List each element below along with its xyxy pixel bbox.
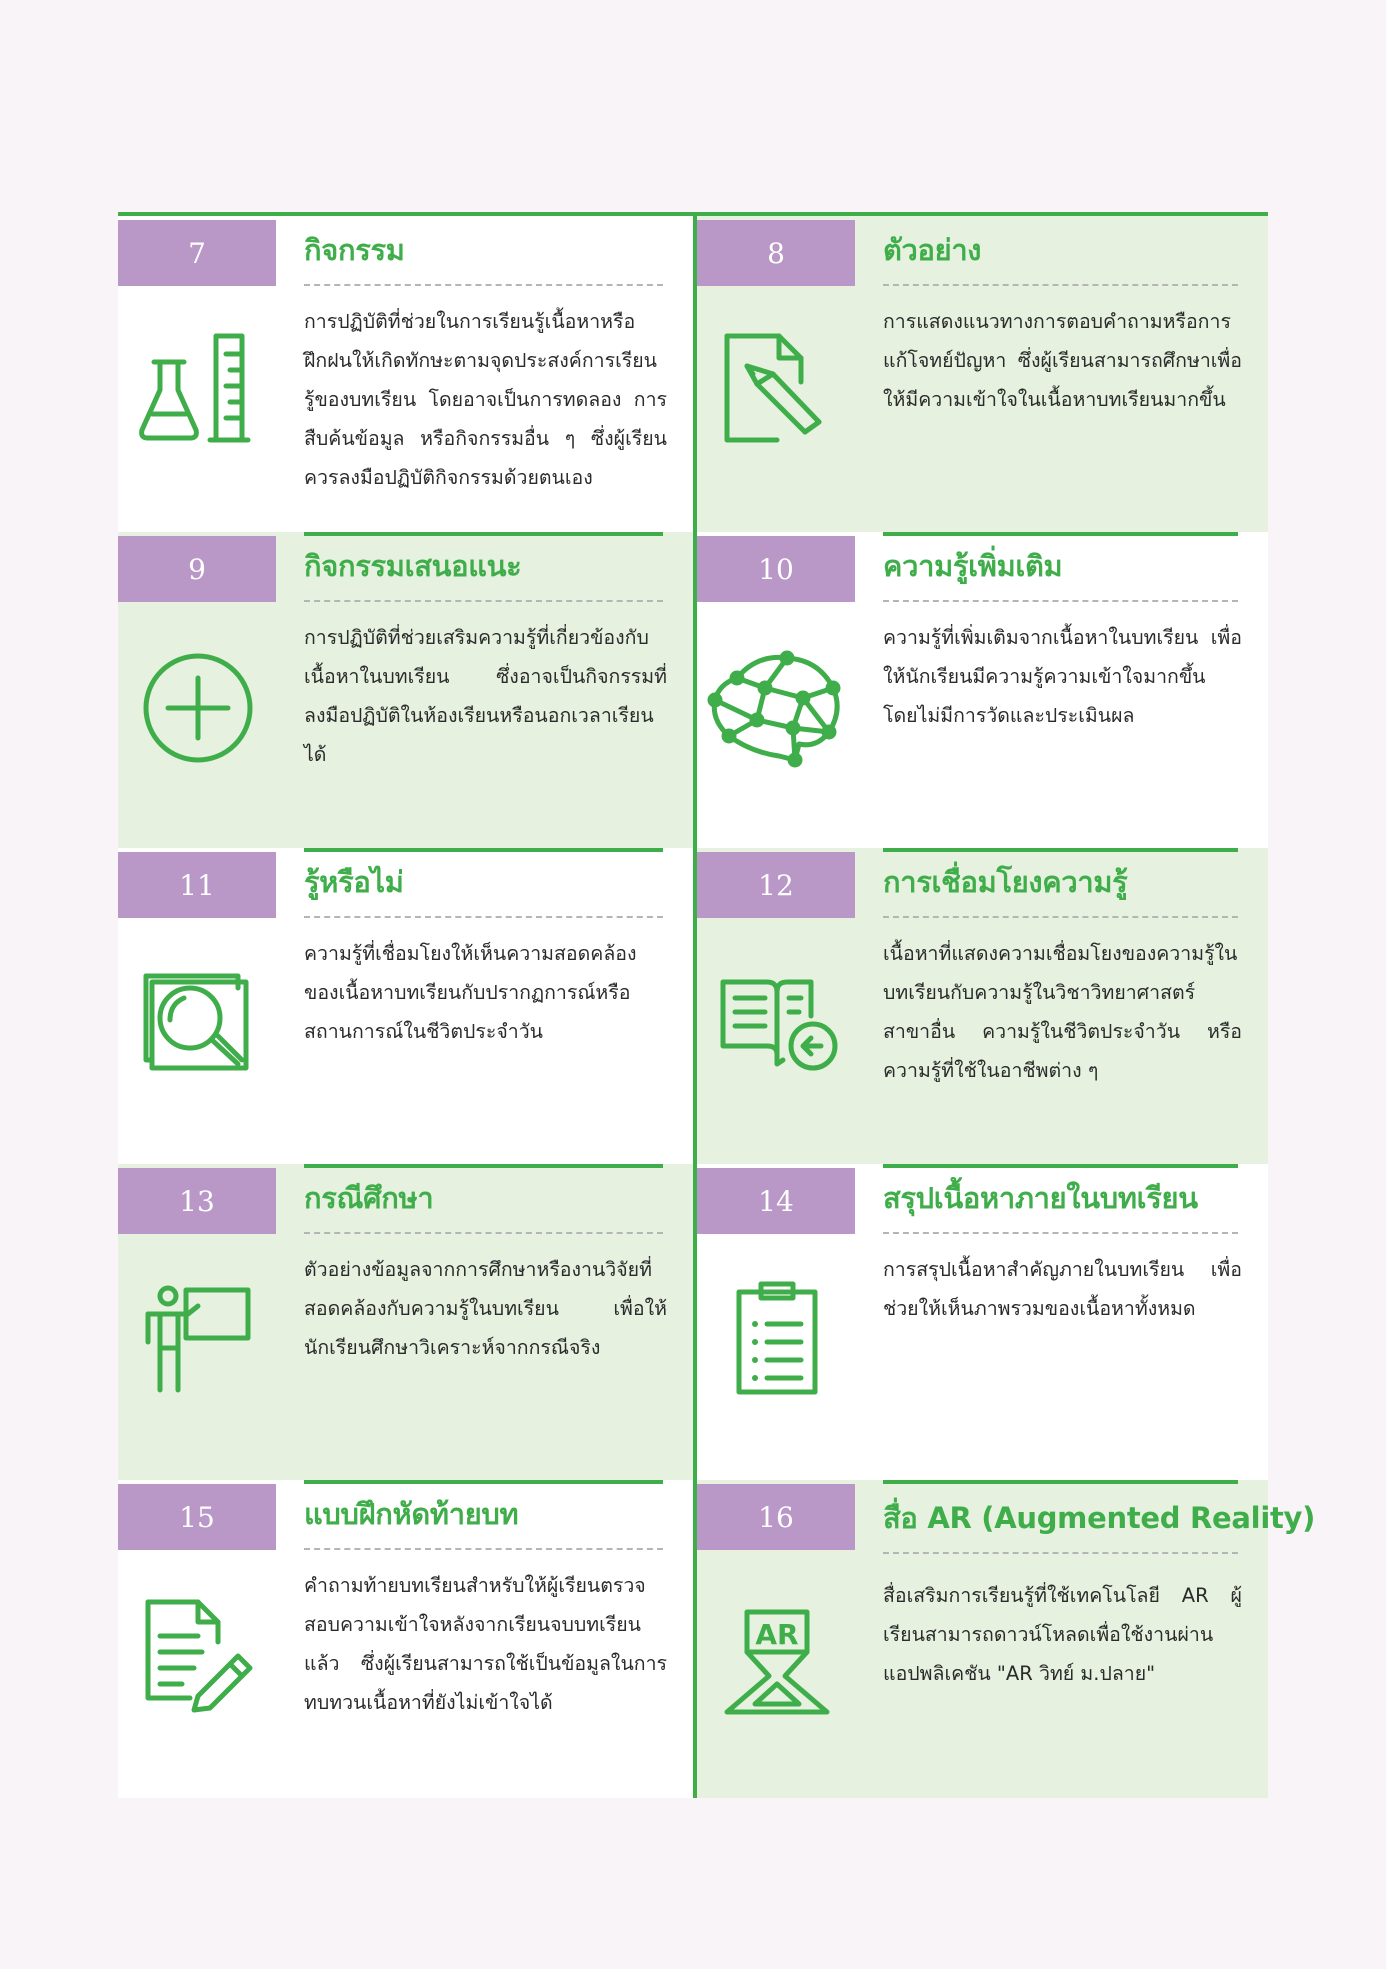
brain-network-icon bbox=[703, 642, 851, 774]
card-title: รู้หรือไม่ bbox=[304, 862, 663, 918]
card-number: 15 bbox=[118, 1484, 276, 1550]
card-top-rule bbox=[304, 1480, 663, 1484]
card-title: ตัวอย่าง bbox=[883, 230, 1238, 286]
icon-legend-grid bbox=[118, 212, 1316, 1798]
card-top-rule bbox=[883, 532, 1238, 536]
card-description: การปฏิบัติที่ช่วยเสริมความรู้ที่เกี่ยวข้องกับเนื้อหาในบทเรียน ซึ่งอาจเป็นกิจกรรมที่ลงมือปฏิบัติในห้องเรียนหรือนอกเวลาเรียนได้ bbox=[304, 626, 667, 766]
card-number: 11 bbox=[118, 852, 276, 918]
card-11 bbox=[118, 848, 693, 1164]
card-description: คำถามท้ายบทเรียนสำหรับให้ผู้เรียนตรวจสอบความเข้าใจหลังจากเรียนจบบทเรียนแล้ว ซึ่งผู้เรียนสามารถใช้เป็นข้อมูลในการทบทวนเนื้อหาที่ยังไม่เข้าใจได้ bbox=[304, 1574, 667, 1714]
card-9 bbox=[118, 532, 693, 848]
card-7 bbox=[118, 216, 693, 532]
card-top-rule bbox=[304, 532, 663, 536]
card-number: 14 bbox=[697, 1168, 855, 1234]
card-title: กรณีศึกษา bbox=[304, 1178, 663, 1234]
card-12 bbox=[697, 848, 1268, 1164]
card-description: สื่อเสริมการเรียนรู้ที่ใช้เทคโนโลยี AR ผู้เรียนสามารถดาวน์โหลดเพื่อใช้งานผ่านแอปพลิเคชัน "AR วิทย์ ม.ปลาย" bbox=[883, 1584, 1242, 1685]
card-number: 10 bbox=[697, 536, 855, 602]
card-description: ความรู้ที่เพิ่มเติมจากเนื้อหาในบทเรียน เพื่อให้นักเรียนมีความรู้ความเข้าใจมากขึ้น โดยไม่มีการวัดและประเมินผล bbox=[883, 626, 1242, 727]
ar-marker-icon bbox=[711, 1598, 843, 1730]
card-16 bbox=[697, 1480, 1316, 1798]
card-title: กิจกรรม bbox=[304, 230, 663, 286]
card-description: การแสดงแนวทางการตอบคำถามหรือการแก้โจทย์ปัญหา ซึ่งผู้เรียนสามารถศึกษาเพื่อให้มีความเข้าใจในเนื้อหาบทเรียนมากขึ้น bbox=[883, 310, 1242, 411]
column-divider bbox=[693, 216, 697, 1794]
ar-icon-label: AR bbox=[755, 1618, 799, 1651]
card-title: สรุปเนื้อหาภายในบทเรียน bbox=[883, 1178, 1238, 1234]
book-link-icon bbox=[711, 958, 843, 1090]
card-description: การปฏิบัติที่ช่วยในการเรียนรู้เนื้อหาหรือฝึกฝนให้เกิดทักษะตามจุดประสงค์การเรียนรู้ของบทเรียน โดยอาจเป็นการทดลอง การสืบค้นข้อมูล หรือกิจกรรมอื่น ๆ ซึ่งผู้เรียนควรลงมือปฏิบัติกิจกรรมด้วยตนเอง bbox=[304, 310, 667, 489]
card-description: ตัวอย่างข้อมูลจากการศึกษาหรืองานวิจัยที่สอดคล้องกับความรู้ในบทเรียน เพื่อให้นักเรียนศึกษาวิเคราะห์จากกรณีจริง bbox=[304, 1258, 667, 1359]
card-13 bbox=[118, 1164, 693, 1480]
card-top-rule bbox=[883, 1164, 1238, 1168]
card-title: การเชื่อมโยงความรู้ bbox=[883, 862, 1238, 918]
card-number: 13 bbox=[118, 1168, 276, 1234]
plus-circle-icon bbox=[132, 642, 264, 774]
card-number: 8 bbox=[697, 220, 855, 286]
presenter-board-icon bbox=[132, 1274, 264, 1406]
card-description: การสรุปเนื้อหาสำคัญภายในบทเรียน เพื่อช่วยให้เห็นภาพรวมของเนื้อหาทั้งหมด bbox=[883, 1258, 1242, 1320]
card-10 bbox=[697, 532, 1268, 848]
card-top-rule bbox=[883, 848, 1238, 852]
card-description: ความรู้ที่เชื่อมโยงให้เห็นความสอดคล้องของเนื้อหาบทเรียนกับปรากฏการณ์หรือสถานการณ์ในชีวิตประจำวัน bbox=[304, 942, 637, 1043]
lab-flask-icon bbox=[132, 326, 264, 458]
card-title: สื่อ AR (Augmented Reality) bbox=[883, 1498, 1238, 1554]
worksheet-pencil-icon bbox=[132, 1590, 264, 1722]
card-title: แบบฝึกหัดท้ายบท bbox=[304, 1494, 663, 1550]
card-number: 7 bbox=[118, 220, 276, 286]
document-pen-icon bbox=[711, 326, 843, 458]
card-number: 16 bbox=[697, 1484, 855, 1550]
magnifier-icon bbox=[132, 958, 264, 1090]
card-top-rule bbox=[304, 1164, 663, 1168]
card-description: เนื้อหาที่แสดงความเชื่อมโยงของความรู้ในบทเรียนกับความรู้ในวิชาวิทยาศาสตร์สาขาอื่น ความรู้ในชีวิตประจำวัน หรือความรู้ที่ใช้ในอาชีพต่าง ๆ bbox=[883, 942, 1242, 1082]
card-top-rule bbox=[883, 1480, 1238, 1484]
clipboard-list-icon bbox=[711, 1274, 843, 1406]
card-15 bbox=[118, 1480, 693, 1798]
card-top-rule bbox=[304, 848, 663, 852]
card-title: กิจกรรมเสนอแนะ bbox=[304, 546, 663, 602]
card-14 bbox=[697, 1164, 1268, 1480]
card-number: 9 bbox=[118, 536, 276, 602]
card-title: ความรู้เพิ่มเติม bbox=[883, 546, 1238, 602]
card-8 bbox=[697, 216, 1268, 532]
card-number: 12 bbox=[697, 852, 855, 918]
